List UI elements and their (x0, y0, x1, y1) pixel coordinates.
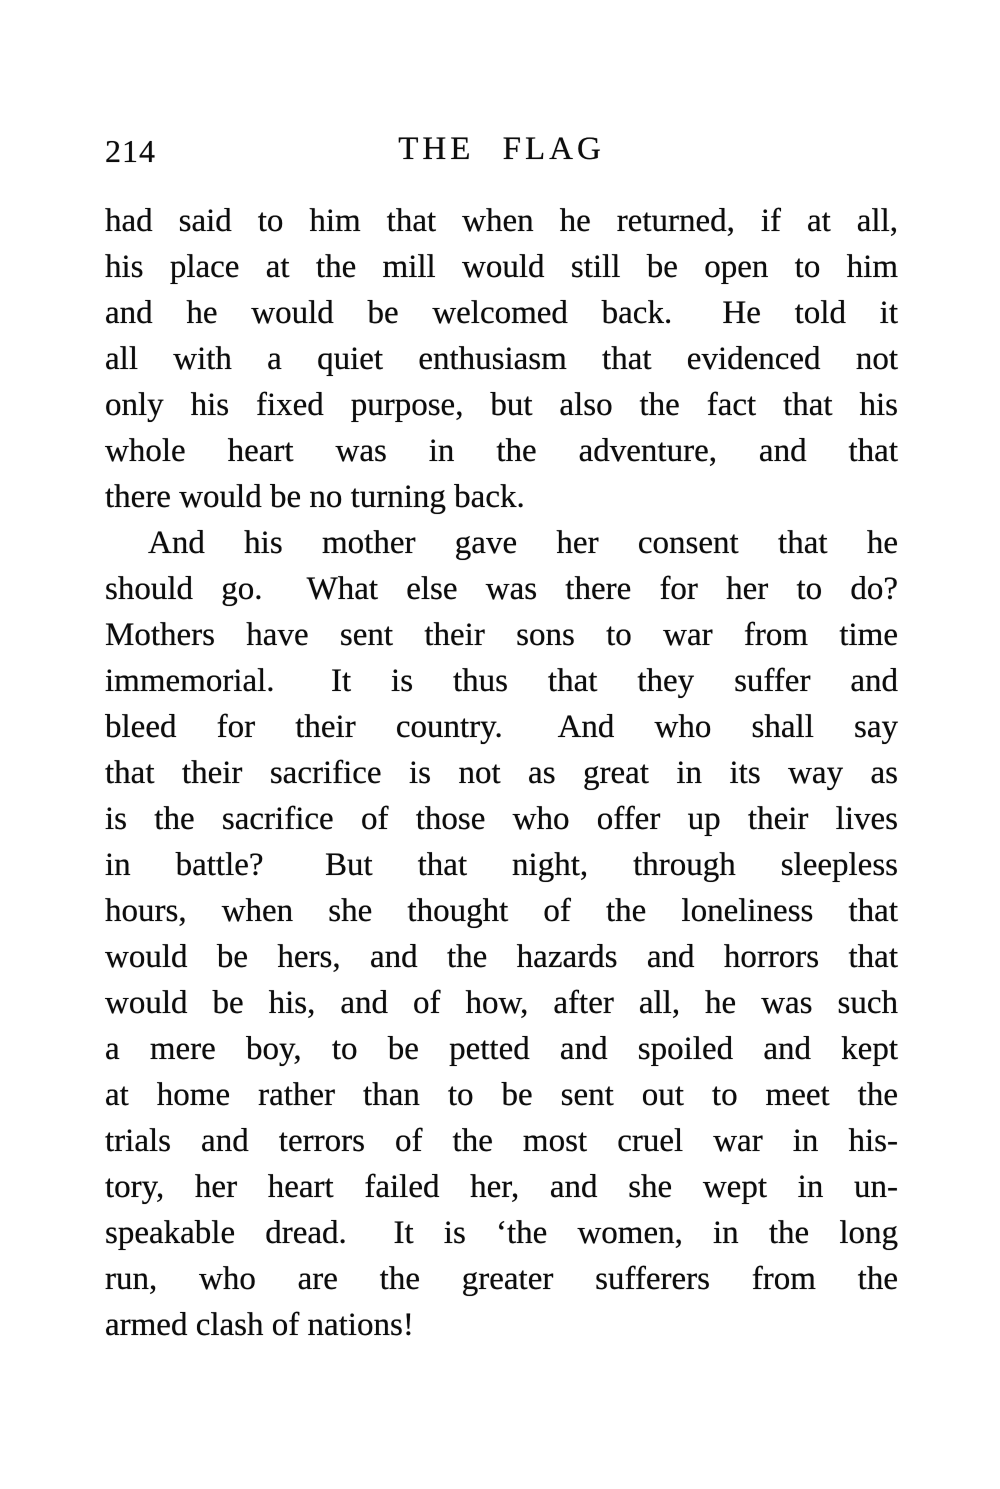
text-line: tory, her heart failed her, and she wept in un- (105, 1169, 898, 1205)
text-line: is the sacrifice of those who offer up their lives (105, 801, 898, 837)
text-line: all with a quiet enthusiasm that evidenced not (105, 341, 898, 377)
page-title: THE FLAG (398, 131, 605, 167)
text-line: hours, when she thought of the loneliness that (105, 893, 898, 929)
text-line: run, who are the greater sufferers from the (105, 1261, 898, 1297)
text-line: And his mother gave her consent that he (148, 525, 898, 561)
text-line: trials and terrors of the most cruel war in his- (105, 1123, 898, 1159)
text-line: had said to him that when he returned, if at all, (105, 203, 898, 239)
text-line: speakable dread. It is ‘the women, in the long (105, 1215, 898, 1251)
text-line: there would be no turning back. (105, 479, 525, 515)
page-header (105, 131, 898, 175)
text-line: at home rather than to be sent out to meet the (105, 1077, 898, 1113)
text-line: a mere boy, to be petted and spoiled and kept (105, 1031, 898, 1067)
text-line: and he would be welcomed back. He told it (105, 295, 898, 331)
page-number: 214 (105, 133, 156, 169)
text-line: bleed for their country. And who shall say (105, 709, 898, 745)
text-line: should go. What else was there for her to do? (105, 571, 898, 607)
text-block (105, 198, 898, 1348)
text-line: immemorial. It is thus that they suffer and (105, 663, 898, 699)
text-line: his place at the mill would still be open to him (105, 249, 898, 285)
text-line: armed clash of nations! (105, 1307, 414, 1343)
text-line: would be his, and of how, after all, he was such (105, 985, 898, 1021)
text-line: whole heart was in the adventure, and that (105, 433, 898, 469)
text-line: would be hers, and the hazards and horrors that (105, 939, 898, 975)
text-line: in battle? But that night, through sleepless (105, 847, 898, 883)
text-line: only his fixed purpose, but also the fact that his (105, 387, 898, 423)
text-line: Mothers have sent their sons to war from time (105, 617, 898, 653)
text-line: that their sacrifice is not as great in its way as (105, 755, 898, 791)
